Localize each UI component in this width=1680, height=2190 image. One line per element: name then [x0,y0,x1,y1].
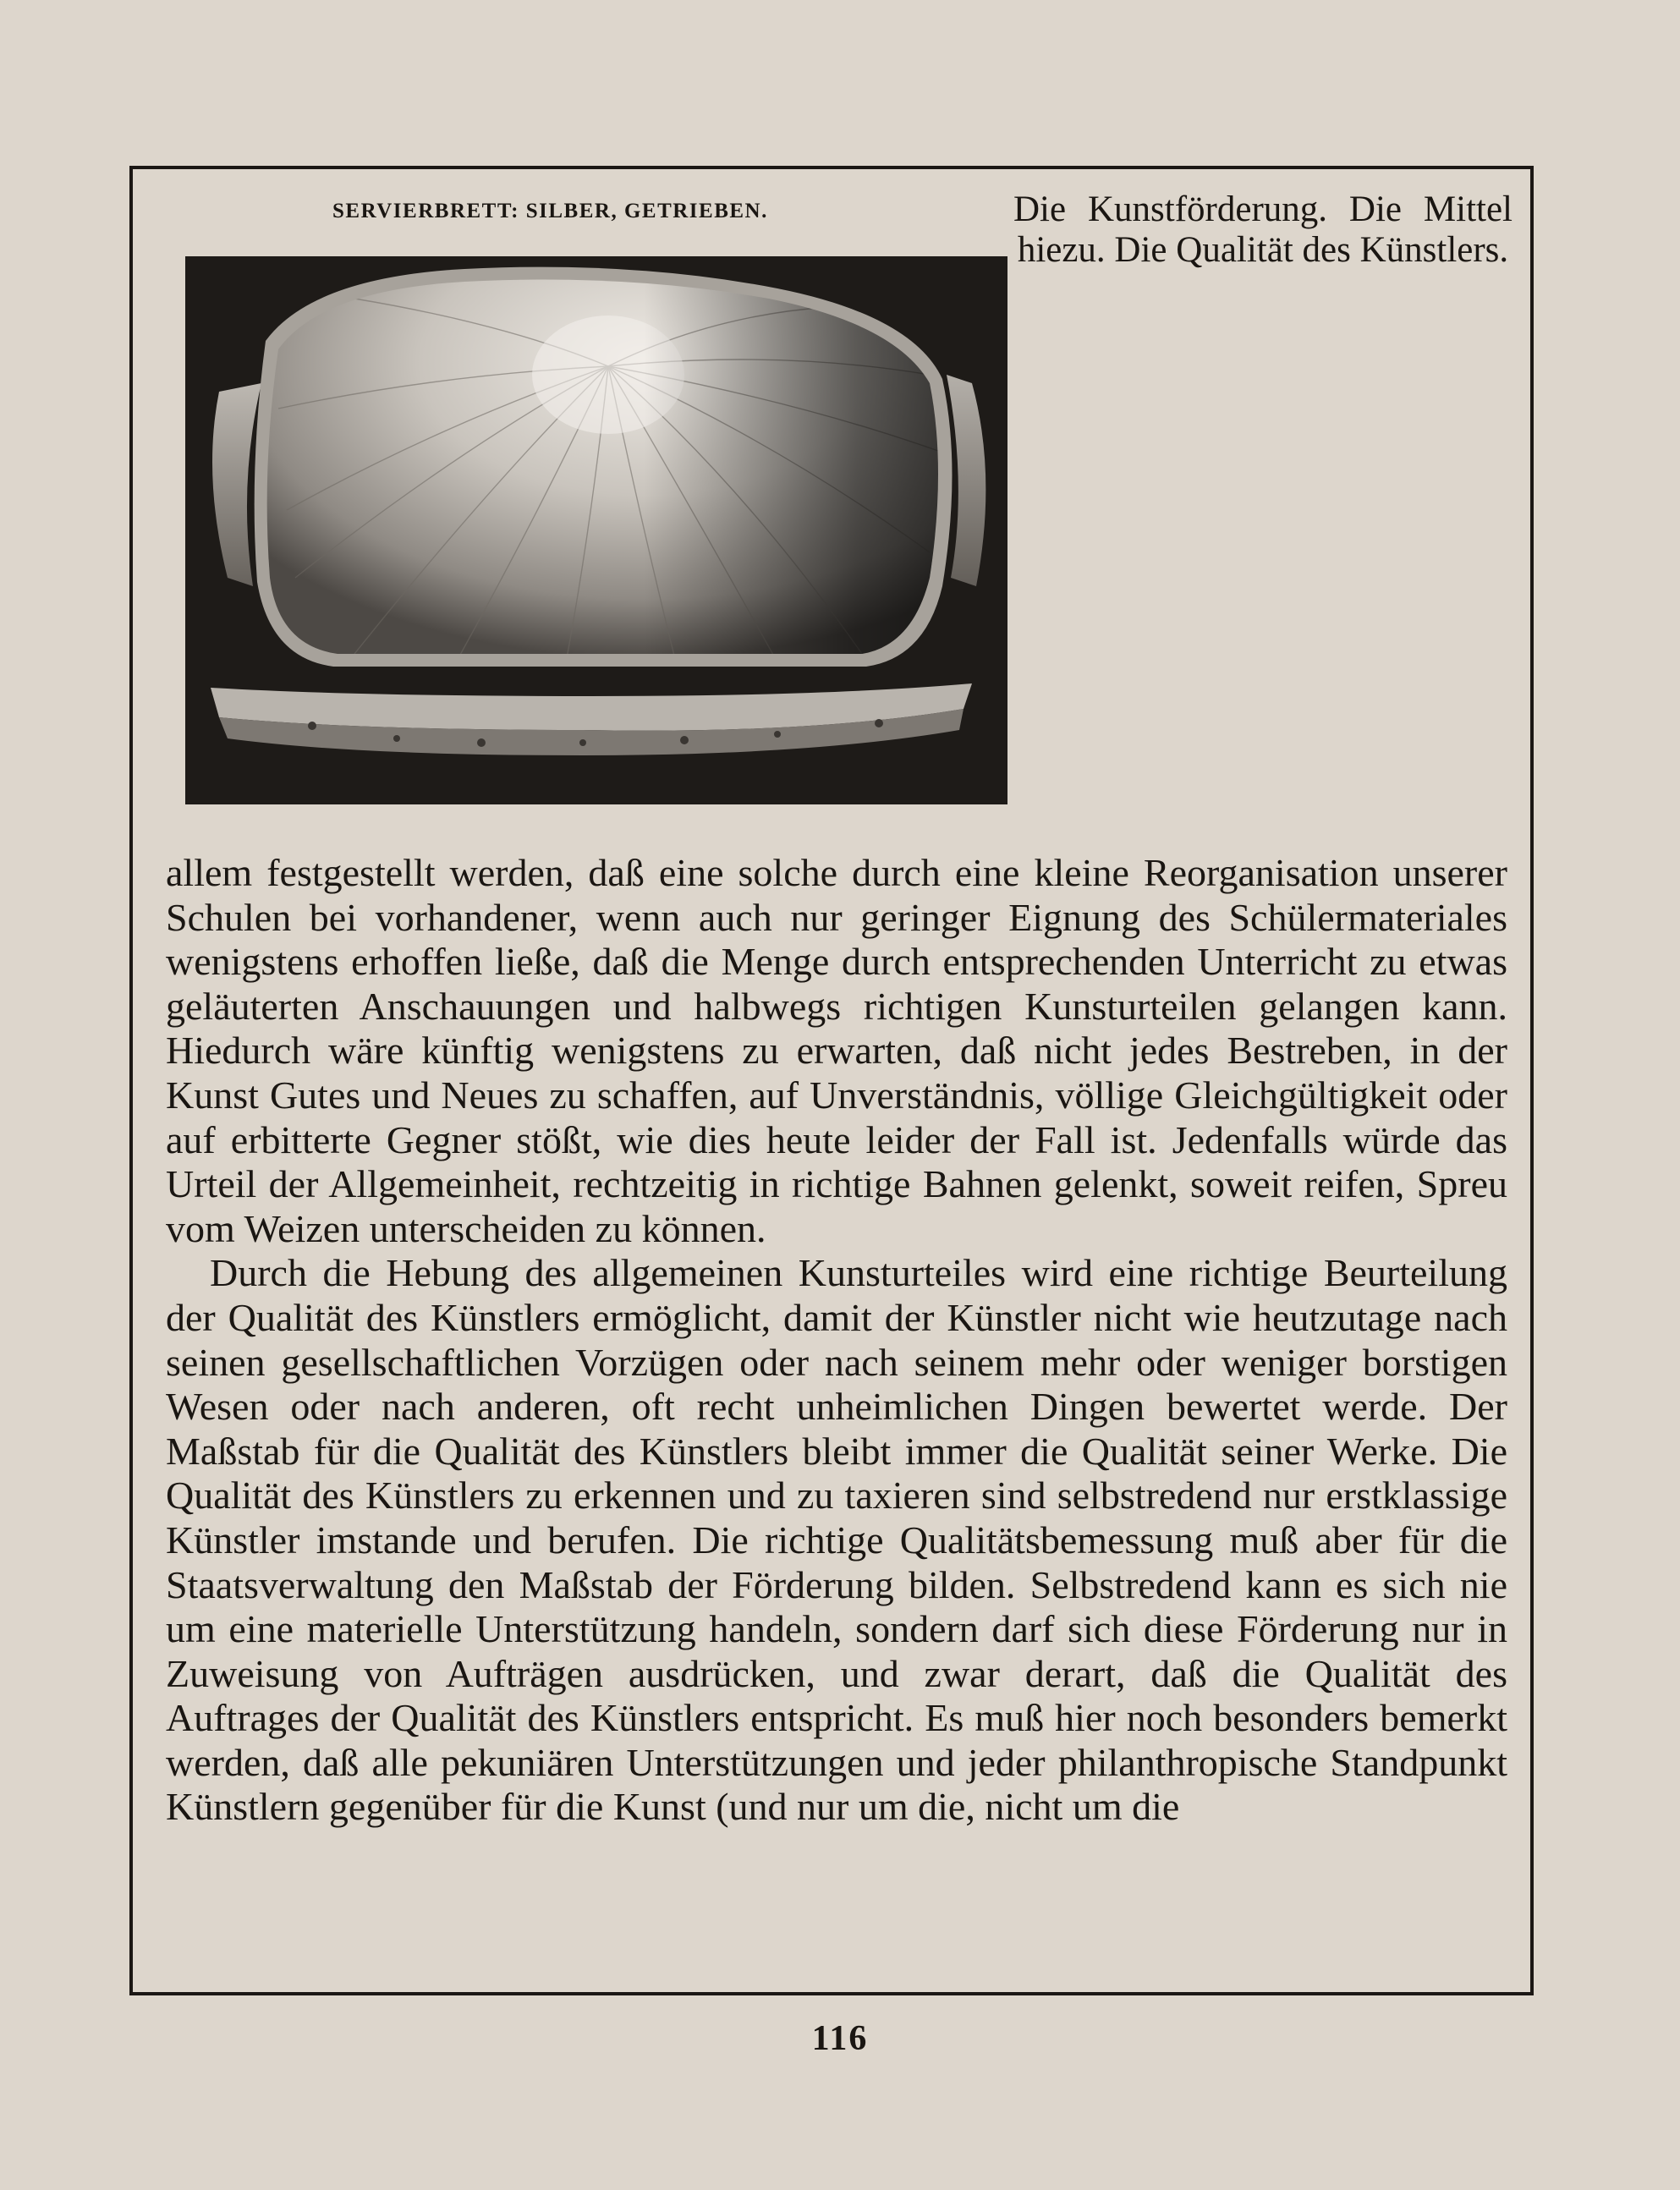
side-note: Die Kunstförderung. Die Mittel hiezu. Die Qualität des Künstlers. [1013,189,1513,270]
body-text [166,851,1507,1830]
silver-tray-illustration [185,256,1007,804]
paragraph: Durch die Hebung des allgemeinen Kunsturteiles wird eine richtige Beurteilung der Qualität des Künstlers ermöglicht, damit der Künstler nicht wie heutzutage nach seinen gesellschaftlichen Vorzügen oder nach seinem mehr oder weniger borstigen Wesen oder nach anderen, oft recht unheimlichen Dingen bewertet werde. Der Maßstab für die Qualität des Künstlers bleibt immer die Qualität seiner Werke. Die Qualität des Künstlers zu erkennen und zu taxieren sind selbstredend nur erstklassige Künstler imstande und berufen. Die richtige Qualitätsbemessung muß aber für die Staatsverwaltung den Maßstab der Förderung bilden. Selbstredend kann es sich nie um eine materielle Unterstützung handeln, sondern darf sich diese Förderung nur in Zuweisung von Aufträgen ausdrücken, und zwar derart, daß die Qualität des Auftrages der Qualität des Künstlers entspricht. Es muß hier noch besonders bemerkt werden, daß alle pekuniären Unterstützungen und jeder philanthropische Standpunkt Künstlern gegenüber für die Kunst (und nur um die, nicht um die [166,1251,1507,1829]
paragraph: allem festgestellt werden, daß eine solche durch eine kleine Reorganisation unserer Schulen bei vorhandener, wenn auch nur geringer Eignung des Schülermateriales wenigstens erhoffen ließe, daß die Menge durch entsprechenden Unterricht zu etwas geläuterten Anschauungen und halbwegs richtigen Kunsturteilen gelangen kann. Hiedurch wäre künftig wenigstens zu erwarten, daß nicht jedes Bestreben, in der Kunst Gutes und Neues zu schaffen, auf Unverständnis, völlige Gleichgültigkeit oder auf erbitterte Gegner stößt, wie dies heute leider der Fall ist. Jedenfalls würde das Urteil der Allgemeinheit, rechtzeitig in richtige Bahnen gelenkt, soweit reifen, Spreu vom Weizen unterscheiden zu können. [166,851,1507,1250]
tray-photo [185,256,1007,804]
page-number: 116 [811,2019,869,2058]
figure-caption: SERVIERBRETT: SILBER, GETRIEBEN. [332,200,768,222]
